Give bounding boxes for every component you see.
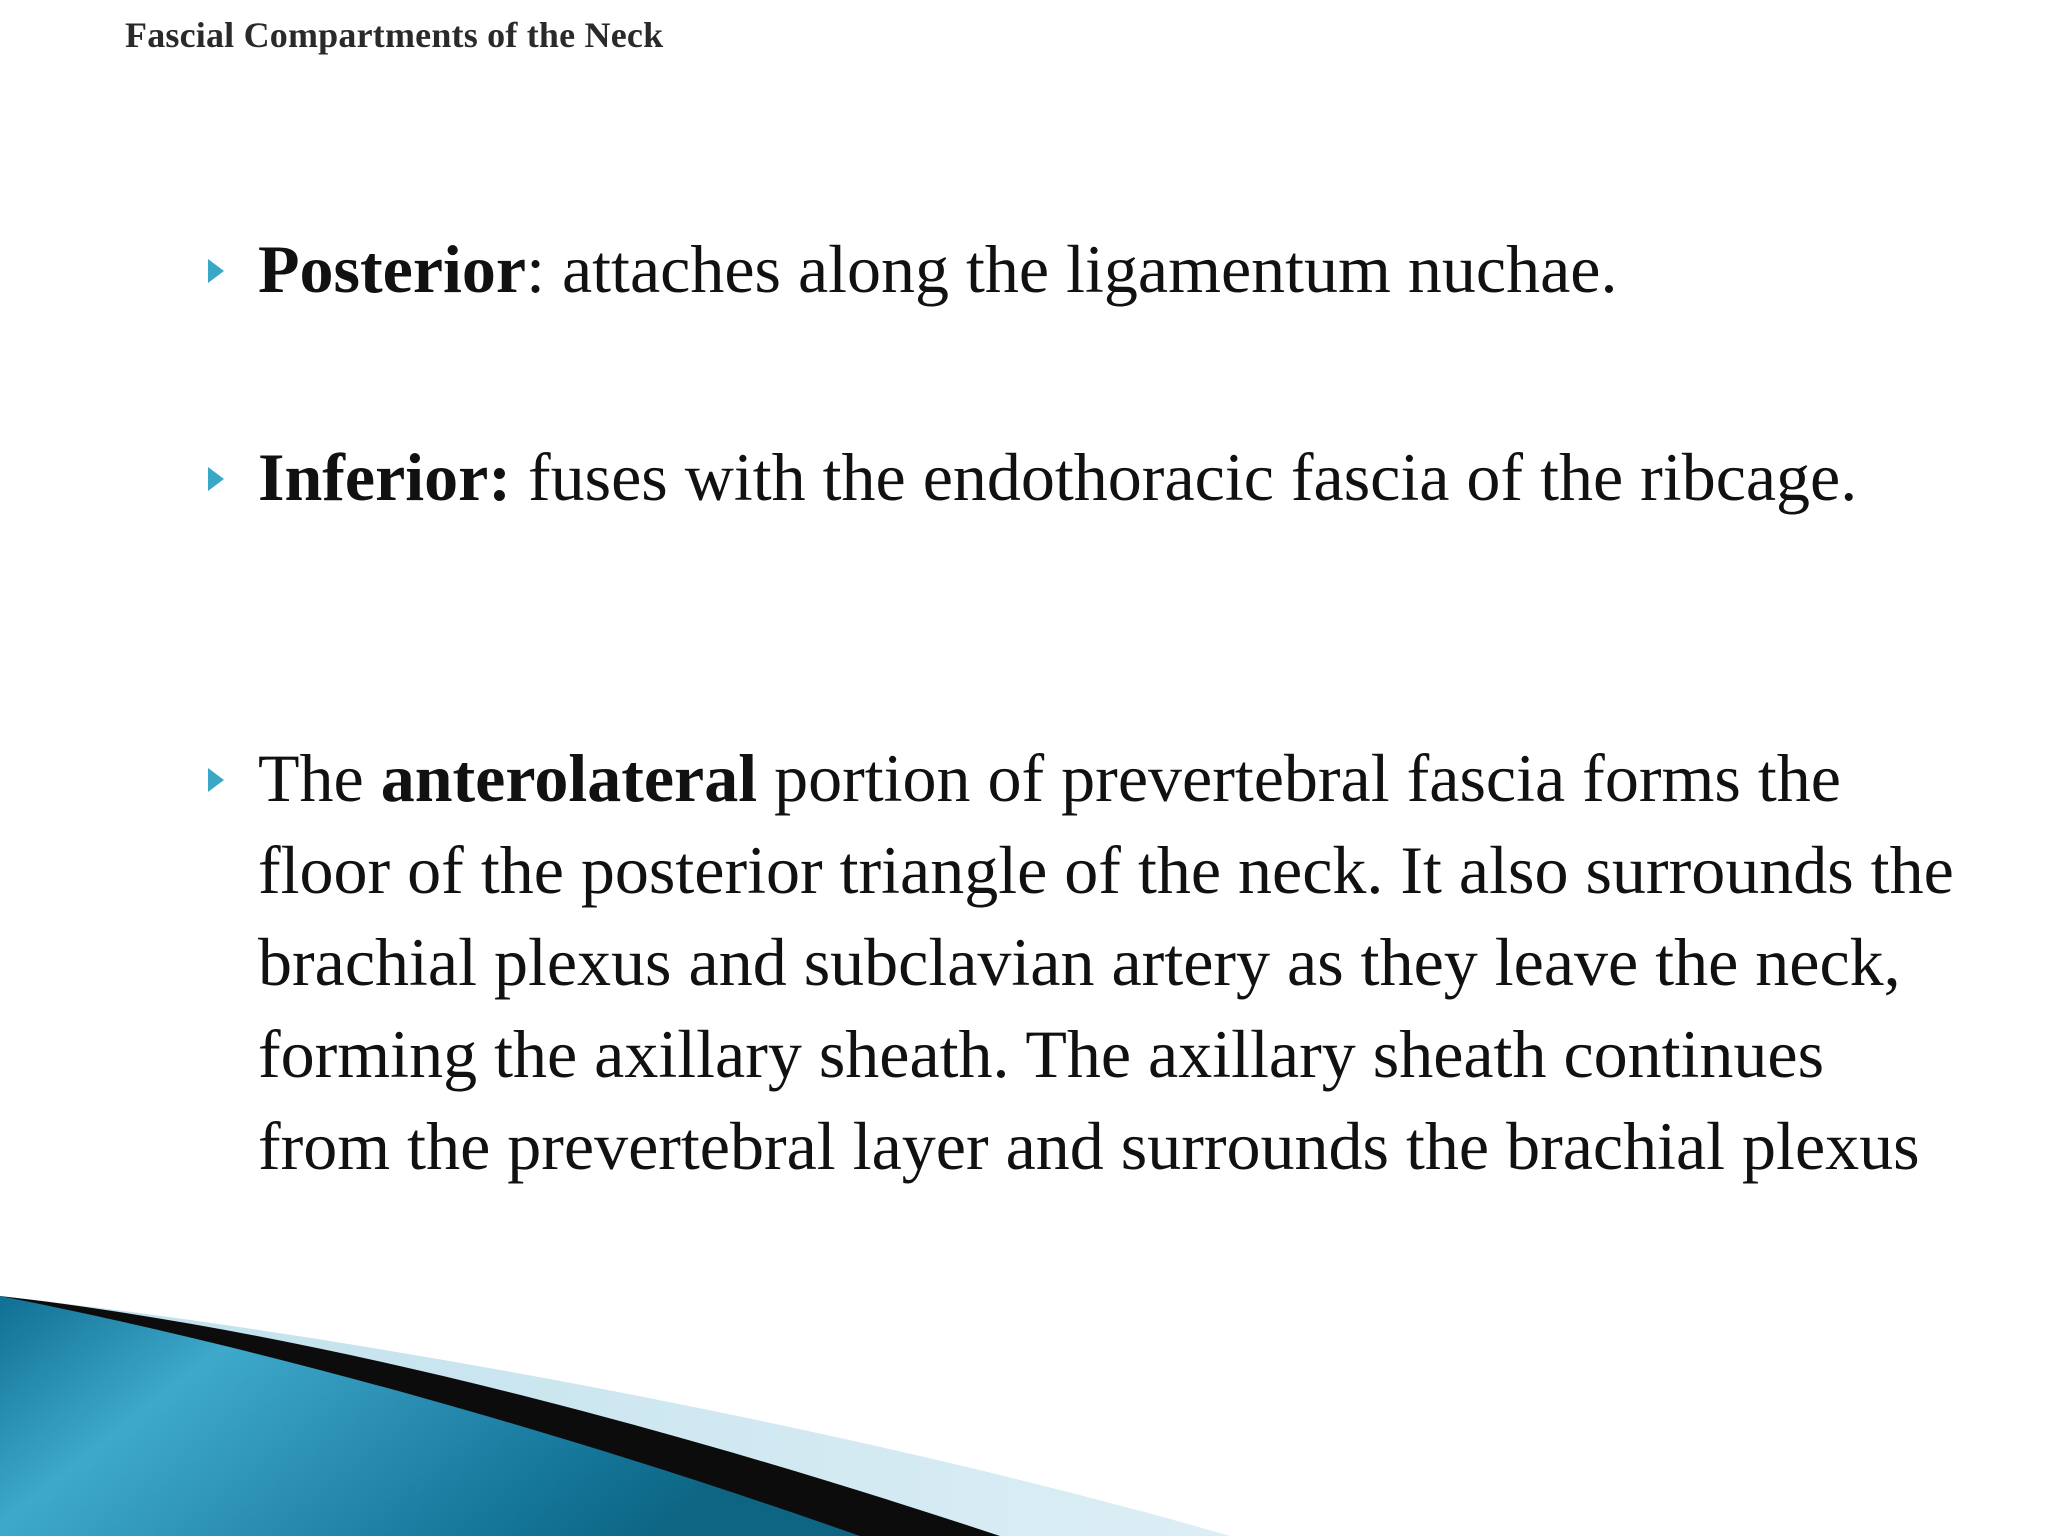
bullet-text: The (258, 740, 381, 816)
bullet-text: : attaches along the ligamentum nuchae. (526, 231, 1618, 307)
bullet-term: anterolateral (380, 740, 758, 816)
bullet-text: portion of prevertebral fascia forms the floor of the posterior triangle of the neck. It also surrounds the brachial plexus and subclavian artery as they leave the neck, forming the axillary sheath. The axillary sheath continues from the prevertebral layer and surrounds the brachial plexus (258, 740, 1954, 1184)
slide-title: Fascial Compartments of the Neck (125, 15, 664, 55)
bullet-term: Posterior (258, 231, 527, 307)
bullet-term: Inferior: (258, 439, 512, 515)
bullet-text: fuses with the endothoracic fascia of the ribcage. (511, 439, 1858, 515)
